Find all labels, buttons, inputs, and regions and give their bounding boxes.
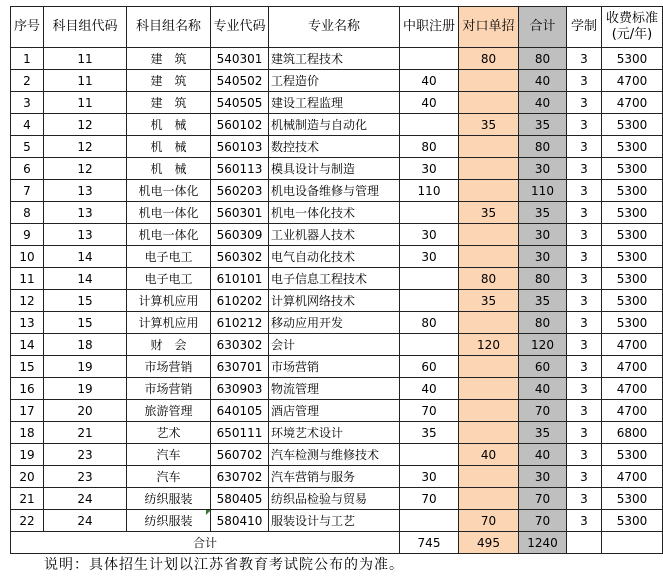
header-seq[interactable]: 序号 xyxy=(11,7,44,48)
cell-seq[interactable]: 19 xyxy=(11,444,44,466)
enrollment-plan-table xyxy=(10,6,663,554)
cell-major-code[interactable]: 630702 xyxy=(211,466,269,488)
cell-seq[interactable]: 22 xyxy=(11,510,44,532)
cell-duikou[interactable] xyxy=(459,400,519,422)
cell-zhongzhi[interactable] xyxy=(400,268,459,290)
cell-seq[interactable]: 7 xyxy=(11,180,44,202)
cell-seq[interactable]: 14 xyxy=(11,334,44,356)
cell-group-name[interactable]: 汽车 xyxy=(127,466,211,488)
cell-duikou[interactable]: 35 xyxy=(459,202,519,224)
table-row xyxy=(11,268,663,290)
cell-group-name[interactable]: 机电一体化 xyxy=(127,180,211,202)
cell-major-name[interactable]: 建设工程监理 xyxy=(269,92,400,114)
cell-major-name[interactable]: 工程造价 xyxy=(269,70,400,92)
cell-group-code[interactable]: 15 xyxy=(44,312,127,334)
cell-group-code[interactable]: 23 xyxy=(44,466,127,488)
cell-zhongzhi[interactable]: 110 xyxy=(400,180,459,202)
cell-total[interactable]: 70 xyxy=(519,488,567,510)
table-row xyxy=(11,136,663,158)
cell-group-name[interactable]: 机 械 xyxy=(127,136,211,158)
cell-zhongzhi[interactable]: 70 xyxy=(400,400,459,422)
table-row xyxy=(11,400,663,422)
cell-years[interactable]: 3 xyxy=(567,466,602,488)
cell-seq[interactable]: 15 xyxy=(11,356,44,378)
cell-zhongzhi[interactable]: 80 xyxy=(400,136,459,158)
header-major-name[interactable]: 专业名称 xyxy=(269,7,400,48)
cell-seq[interactable]: 18 xyxy=(11,422,44,444)
cell-duikou[interactable]: 35 xyxy=(459,290,519,312)
cell-major-code[interactable]: 560702 xyxy=(211,444,269,466)
cell-major-name[interactable]: 市场营销 xyxy=(269,356,400,378)
cell-major-name[interactable]: 汽车营销与服务 xyxy=(269,466,400,488)
cell-seq[interactable]: 12 xyxy=(11,290,44,312)
cell-major-name[interactable]: 会计 xyxy=(269,334,400,356)
table-row xyxy=(11,334,663,356)
cell-group-code[interactable]: 13 xyxy=(44,224,127,246)
totals-row xyxy=(11,532,663,554)
cell-total[interactable]: 70 xyxy=(519,400,567,422)
cell-major-name[interactable]: 机电设备维修与管理 xyxy=(269,180,400,202)
cell-years[interactable]: 3 xyxy=(567,400,602,422)
cell-total[interactable]: 110 xyxy=(519,180,567,202)
cell-years[interactable]: 3 xyxy=(567,202,602,224)
cell-zhongzhi[interactable]: 40 xyxy=(400,378,459,400)
cell-seq[interactable]: 4 xyxy=(11,114,44,136)
table-row xyxy=(11,180,663,202)
table-row xyxy=(11,466,663,488)
cell-fee[interactable]: 5300 xyxy=(602,312,663,334)
cell-group-code[interactable]: 24 xyxy=(44,510,127,532)
table-row xyxy=(11,290,663,312)
cell-total[interactable]: 30 xyxy=(519,158,567,180)
cell-years[interactable]: 3 xyxy=(567,422,602,444)
cell-seq[interactable]: 2 xyxy=(11,70,44,92)
cell-fee[interactable]: 5300 xyxy=(602,444,663,466)
table-body xyxy=(11,48,663,532)
totals-zhongzhi[interactable]: 745 xyxy=(400,532,459,554)
cell-major-code[interactable]: 610212 xyxy=(211,312,269,334)
cell-major-code[interactable]: 630701 xyxy=(211,356,269,378)
cell-total[interactable]: 80 xyxy=(519,268,567,290)
cell-major-code[interactable]: 540502 xyxy=(211,70,269,92)
cell-fee[interactable]: 5300 xyxy=(602,136,663,158)
cell-zhongzhi[interactable]: 40 xyxy=(400,92,459,114)
cell-fee[interactable]: 5300 xyxy=(602,114,663,136)
table-row xyxy=(11,510,663,532)
cell-major-name[interactable]: 工业机器人技术 xyxy=(269,224,400,246)
cell-major-name[interactable]: 电子信息工程技术 xyxy=(269,268,400,290)
cell-seq[interactable]: 20 xyxy=(11,466,44,488)
cell-years[interactable]: 3 xyxy=(567,246,602,268)
cell-years[interactable]: 3 xyxy=(567,356,602,378)
cell-years[interactable]: 3 xyxy=(567,70,602,92)
cell-duikou[interactable] xyxy=(459,136,519,158)
cell-fee[interactable]: 4700 xyxy=(602,356,663,378)
totals-label[interactable]: 合计 xyxy=(11,532,400,554)
cell-major-name[interactable]: 数控技术 xyxy=(269,136,400,158)
cell-group-name[interactable]: 市场营销 xyxy=(127,356,211,378)
cell-group-name[interactable]: 机电一体化 xyxy=(127,224,211,246)
cell-group-code[interactable]: 12 xyxy=(44,158,127,180)
cell-group-name[interactable]: 纺织服装 xyxy=(127,488,211,510)
cell-group-code[interactable]: 24 xyxy=(44,488,127,510)
table-row xyxy=(11,356,663,378)
cell-duikou[interactable] xyxy=(459,488,519,510)
cell-years[interactable]: 3 xyxy=(567,180,602,202)
table-row xyxy=(11,158,663,180)
cell-group-code[interactable]: 12 xyxy=(44,114,127,136)
cell-zhongzhi[interactable]: 30 xyxy=(400,158,459,180)
cell-seq[interactable]: 3 xyxy=(11,92,44,114)
cell-major-code[interactable]: 560309 xyxy=(211,224,269,246)
cell-years[interactable]: 3 xyxy=(567,334,602,356)
header-group-name[interactable]: 科目组名称 xyxy=(127,7,211,48)
cell-major-code[interactable]: 560102 xyxy=(211,114,269,136)
cell-zhongzhi[interactable]: 80 xyxy=(400,312,459,334)
cell-group-name[interactable]: 机 械 xyxy=(127,114,211,136)
cell-duikou[interactable] xyxy=(459,312,519,334)
cell-group-name[interactable]: 电子电工 xyxy=(127,268,211,290)
header-total[interactable]: 合计 xyxy=(519,7,567,48)
cell-total[interactable]: 40 xyxy=(519,444,567,466)
table-row xyxy=(11,378,663,400)
cell-total[interactable]: 40 xyxy=(519,92,567,114)
cell-years[interactable]: 3 xyxy=(567,48,602,70)
cell-fee[interactable]: 6800 xyxy=(602,422,663,444)
cell-major-name[interactable]: 机械制造与自动化 xyxy=(269,114,400,136)
cell-group-code[interactable]: 15 xyxy=(44,290,127,312)
cell-group-code[interactable]: 11 xyxy=(44,70,127,92)
cell-group-code[interactable]: 18 xyxy=(44,334,127,356)
cell-group-code[interactable]: 21 xyxy=(44,422,127,444)
cell-duikou[interactable]: 35 xyxy=(459,114,519,136)
cell-fee[interactable]: 5300 xyxy=(602,180,663,202)
cell-group-code[interactable]: 11 xyxy=(44,92,127,114)
cell-total[interactable]: 80 xyxy=(519,136,567,158)
cell-zhongzhi[interactable] xyxy=(400,444,459,466)
cell-major-name[interactable]: 模具设计与制造 xyxy=(269,158,400,180)
cell-zhongzhi[interactable] xyxy=(400,510,459,532)
cell-group-code[interactable]: 13 xyxy=(44,202,127,224)
cell-group-name[interactable]: 财 会 xyxy=(127,334,211,356)
cell-major-name[interactable]: 纺织品检验与贸易 xyxy=(269,488,400,510)
table-row xyxy=(11,92,663,114)
cell-seq[interactable]: 11 xyxy=(11,268,44,290)
cell-total[interactable]: 30 xyxy=(519,224,567,246)
cell-fee[interactable]: 5300 xyxy=(602,158,663,180)
cell-group-name[interactable]: 建 筑 xyxy=(127,92,211,114)
table-row xyxy=(11,444,663,466)
totals-total[interactable]: 1240 xyxy=(519,532,567,554)
cell-major-code[interactable]: 630302 xyxy=(211,334,269,356)
cell-group-name[interactable]: 计算机应用 xyxy=(127,312,211,334)
cell-fee[interactable]: 5300 xyxy=(602,246,663,268)
cell-major-name[interactable]: 服装设计与工艺 xyxy=(269,510,400,532)
cell-total[interactable]: 35 xyxy=(519,202,567,224)
cell-group-name[interactable]: 市场营销 xyxy=(127,378,211,400)
cell-group-name[interactable]: 电子电工 xyxy=(127,246,211,268)
cell-major-name[interactable]: 建筑工程技术 xyxy=(269,48,400,70)
cell-total[interactable]: 35 xyxy=(519,290,567,312)
cell-zhongzhi[interactable] xyxy=(400,202,459,224)
cell-group-name[interactable]: 建 筑 xyxy=(127,70,211,92)
cell-zhongzhi[interactable] xyxy=(400,48,459,70)
cell-group-code[interactable]: 14 xyxy=(44,246,127,268)
cell-years[interactable]: 3 xyxy=(567,444,602,466)
cell-group-code[interactable]: 19 xyxy=(44,378,127,400)
cell-years[interactable]: 3 xyxy=(567,92,602,114)
table-row xyxy=(11,422,663,444)
cell-major-code[interactable]: 640105 xyxy=(211,400,269,422)
cell-fee[interactable]: 5300 xyxy=(602,202,663,224)
cell-major-code[interactable]: 610101 xyxy=(211,268,269,290)
cell-duikou[interactable]: 80 xyxy=(459,268,519,290)
cell-fee[interactable]: 5300 xyxy=(602,488,663,510)
cell-duikou[interactable] xyxy=(459,180,519,202)
cell-years[interactable]: 3 xyxy=(567,378,602,400)
cell-fee[interactable]: 5300 xyxy=(602,290,663,312)
cell-group-code[interactable]: 23 xyxy=(44,444,127,466)
header-years[interactable]: 学制 xyxy=(567,7,602,48)
cell-group-code[interactable]: 14 xyxy=(44,268,127,290)
cell-total[interactable]: 30 xyxy=(519,466,567,488)
cell-zhongzhi[interactable]: 35 xyxy=(400,422,459,444)
header-fee[interactable]: 收费标准 (元/年) xyxy=(602,7,663,48)
cell-zhongzhi[interactable]: 40 xyxy=(400,70,459,92)
header-row xyxy=(11,7,663,48)
cell-fee[interactable]: 4700 xyxy=(602,70,663,92)
cell-total[interactable]: 30 xyxy=(519,246,567,268)
table-row xyxy=(11,224,663,246)
cell-duikou[interactable] xyxy=(459,70,519,92)
cell-major-code[interactable]: 650111 xyxy=(211,422,269,444)
cell-duikou[interactable] xyxy=(459,224,519,246)
cell-seq[interactable]: 9 xyxy=(11,224,44,246)
cell-major-code[interactable]: 540301 xyxy=(211,48,269,70)
table-row xyxy=(11,48,663,70)
cell-zhongzhi[interactable]: 30 xyxy=(400,224,459,246)
cell-major-name[interactable]: 机电一体化技术 xyxy=(269,202,400,224)
cell-major-code[interactable]: 560203 xyxy=(211,180,269,202)
header-major-code[interactable]: 专业代码 xyxy=(211,7,269,48)
cell-years[interactable]: 3 xyxy=(567,158,602,180)
cell-major-name[interactable]: 酒店管理 xyxy=(269,400,400,422)
cell-years[interactable]: 3 xyxy=(567,268,602,290)
cell-seq[interactable]: 1 xyxy=(11,48,44,70)
table-row xyxy=(11,488,663,510)
cell-seq[interactable]: 13 xyxy=(11,312,44,334)
cell-total[interactable]: 70 xyxy=(519,510,567,532)
cell-major-code[interactable]: 580410 xyxy=(211,510,269,532)
cell-major-code[interactable]: 630903 xyxy=(211,378,269,400)
cell-group-name[interactable]: 汽车 xyxy=(127,444,211,466)
totals-duikou[interactable]: 495 xyxy=(459,532,519,554)
cell-fee[interactable]: 4700 xyxy=(602,334,663,356)
cell-fee[interactable]: 4700 xyxy=(602,92,663,114)
cell-major-code[interactable]: 560113 xyxy=(211,158,269,180)
cell-group-name[interactable]: 计算机应用 xyxy=(127,290,211,312)
cell-fee[interactable]: 4700 xyxy=(602,466,663,488)
cell-fee[interactable]: 5300 xyxy=(602,510,663,532)
cell-group-name[interactable]: 纺织服装 xyxy=(127,510,211,532)
footnote: 说明：具体招生计划以江苏省教育考试院公布的为准。 xyxy=(44,557,404,573)
table-row xyxy=(11,114,663,136)
cell-group-code[interactable]: 11 xyxy=(44,48,127,70)
cell-group-code[interactable]: 20 xyxy=(44,400,127,422)
table-row xyxy=(11,246,663,268)
cell-total[interactable]: 40 xyxy=(519,70,567,92)
header-zhongzhi[interactable]: 中职注册 xyxy=(400,7,459,48)
cell-major-code[interactable]: 560302 xyxy=(211,246,269,268)
cell-group-code[interactable]: 19 xyxy=(44,356,127,378)
cell-fee[interactable]: 5300 xyxy=(602,268,663,290)
cell-duikou[interactable] xyxy=(459,158,519,180)
cell-major-code[interactable]: 540505 xyxy=(211,92,269,114)
cell-group-code[interactable]: 13 xyxy=(44,180,127,202)
cell-major-name[interactable]: 移动应用开发 xyxy=(269,312,400,334)
cell-group-name[interactable]: 机 械 xyxy=(127,158,211,180)
cell-duikou[interactable]: 40 xyxy=(459,444,519,466)
header-group-code[interactable]: 科目组代码 xyxy=(44,7,127,48)
cell-group-name[interactable]: 旅游管理 xyxy=(127,400,211,422)
cell-zhongzhi[interactable] xyxy=(400,114,459,136)
cell-zhongzhi[interactable]: 70 xyxy=(400,488,459,510)
cell-seq[interactable]: 21 xyxy=(11,488,44,510)
cell-group-name[interactable]: 机电一体化 xyxy=(127,202,211,224)
cell-duikou[interactable]: 70 xyxy=(459,510,519,532)
cell-duikou[interactable]: 120 xyxy=(459,334,519,356)
cell-seq[interactable]: 16 xyxy=(11,378,44,400)
cell-duikou[interactable] xyxy=(459,466,519,488)
cell-major-name[interactable]: 物流管理 xyxy=(269,378,400,400)
cell-seq[interactable]: 8 xyxy=(11,202,44,224)
cell-major-name[interactable]: 汽车检测与维修技术 xyxy=(269,444,400,466)
cell-total[interactable]: 80 xyxy=(519,312,567,334)
cell-major-code[interactable]: 610202 xyxy=(211,290,269,312)
table-row xyxy=(11,312,663,334)
cell-duikou[interactable]: 80 xyxy=(459,48,519,70)
cell-zhongzhi[interactable]: 30 xyxy=(400,246,459,268)
cell-years[interactable]: 3 xyxy=(567,224,602,246)
totals-years[interactable] xyxy=(567,532,602,554)
cell-total[interactable]: 35 xyxy=(519,422,567,444)
cell-major-code[interactable]: 560301 xyxy=(211,202,269,224)
cell-fee[interactable]: 4700 xyxy=(602,400,663,422)
cell-zhongzhi[interactable]: 60 xyxy=(400,356,459,378)
cell-years[interactable]: 3 xyxy=(567,136,602,158)
cell-duikou[interactable] xyxy=(459,92,519,114)
cell-seq[interactable]: 5 xyxy=(11,136,44,158)
cell-years[interactable]: 3 xyxy=(567,290,602,312)
cell-duikou[interactable] xyxy=(459,356,519,378)
cell-major-code[interactable]: 580405 xyxy=(211,488,269,510)
header-duikou[interactable]: 对口单招 xyxy=(459,7,519,48)
cell-duikou[interactable] xyxy=(459,422,519,444)
cell-total[interactable]: 40 xyxy=(519,378,567,400)
cell-major-name[interactable]: 电气自动化技术 xyxy=(269,246,400,268)
cell-zhongzhi[interactable] xyxy=(400,290,459,312)
cell-fee[interactable]: 4700 xyxy=(602,378,663,400)
cell-years[interactable]: 3 xyxy=(567,510,602,532)
cell-zhongzhi[interactable] xyxy=(400,334,459,356)
totals-fee[interactable] xyxy=(602,532,663,554)
cell-total[interactable]: 120 xyxy=(519,334,567,356)
cell-total[interactable]: 35 xyxy=(519,114,567,136)
cell-total[interactable]: 60 xyxy=(519,356,567,378)
cell-years[interactable]: 3 xyxy=(567,114,602,136)
cell-seq[interactable]: 10 xyxy=(11,246,44,268)
cell-total[interactable]: 80 xyxy=(519,48,567,70)
cell-group-code[interactable]: 12 xyxy=(44,136,127,158)
cell-major-name[interactable]: 计算机网络技术 xyxy=(269,290,400,312)
cell-seq[interactable]: 6 xyxy=(11,158,44,180)
cell-duikou[interactable] xyxy=(459,246,519,268)
cell-group-name[interactable]: 艺术 xyxy=(127,422,211,444)
cell-fee[interactable]: 5300 xyxy=(602,48,663,70)
cell-years[interactable]: 3 xyxy=(567,312,602,334)
cell-years[interactable]: 3 xyxy=(567,488,602,510)
cell-group-name[interactable]: 建 筑 xyxy=(127,48,211,70)
table-row xyxy=(11,70,663,92)
cell-major-name[interactable]: 环境艺术设计 xyxy=(269,422,400,444)
cell-zhongzhi[interactable]: 30 xyxy=(400,466,459,488)
cell-duikou[interactable] xyxy=(459,378,519,400)
cell-seq[interactable]: 17 xyxy=(11,400,44,422)
cell-fee[interactable]: 5300 xyxy=(602,224,663,246)
cell-major-code[interactable]: 560103 xyxy=(211,136,269,158)
table-row xyxy=(11,202,663,224)
